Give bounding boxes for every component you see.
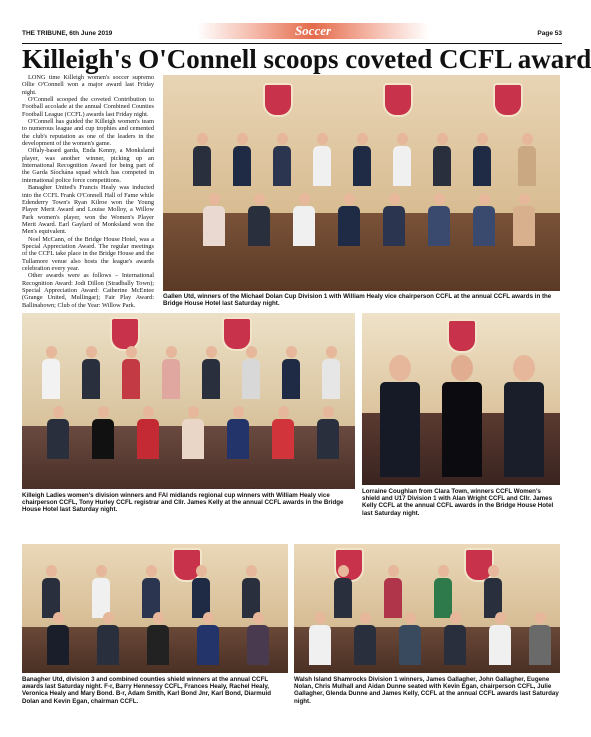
- photo-caption: Banagher Utd, division 3 and combined counties shield winners at the annual CCFL awards last Saturday night. F-r, Barry Hennessy CCFL, Frances Healy, Rachel Healy, Veronica Healy and Mary Bond. B-r, Adam Smith, Karl Bond Jnr, Karl Bond, Diarmuid Dolan and Kevin Egan, chairman CCFL.: [22, 676, 272, 705]
- article-paragraph: Noel McCann, of the Bridge House Hotel, was a Special Appreciation Award. The regular meetings of the CCFL take place in the Bridge House and the Tullamore venue also hosts the league's awards celebration every year.: [22, 235, 154, 272]
- headline: Killeigh's O'Connell scoops coveted CCFL award: [22, 44, 591, 74]
- article-paragraph: O'Connell scooped the coveted Contribution to Football accolade at the annual Combined Counties Football League (CCFL) awards last Friday night.: [22, 96, 154, 118]
- article-paragraph: LONG time Killeigh women's soccer supremo Ollie O'Connell won a major award last Friday night.: [22, 74, 154, 96]
- ccfl-crest-icon: [493, 83, 523, 117]
- publication-date: THE TRIBUNE, 6th June 2019: [22, 30, 113, 37]
- article-paragraph: Offaly-based garda, Enda Kenny, a Monksland player, was another winner, picking up an International Recognition Award for being part of the Garda Síochána squad which has competed in international police force competitions.: [22, 147, 154, 184]
- photo-caption: Killeigh Ladies women's division winners and FAI midlands regional cup winners with William Healy vice chairperson CCFL, Tony Hurley CCFL registrar and Cllr. James Kelly at the annual CCFL awards in the Bridge House Hotel last Saturday night.: [22, 492, 344, 514]
- article-paragraph: Banagher United's Francis Healy was inducted into the CCFL Frank O'Connell Hall of Fame while Edenderry Town's Ryan Kilroe won the Young Player Merit Award and Louise Molloy, a Willow Park women's player, won the Women's Player Merit Award. Earl Gaylard of Monksland won the Men's equivalent.: [22, 184, 154, 236]
- photo-banagher-utd: [22, 544, 288, 673]
- photo-walsh-island: [294, 544, 560, 673]
- page-number: Page 53: [537, 30, 562, 37]
- ccfl-crest-icon: [263, 83, 293, 117]
- masthead: [22, 23, 562, 43]
- photo-caption: Lorraine Coughlan from Clara Town, winners CCFL Women's shield and U17 Division 1 with Alan Wright CCFL and Cllr. James Kelly CCFL at the annual CCFL awards in the Bridge House Hotel last Saturday night.: [362, 488, 554, 517]
- photo-caption: Walsh Island Shamrocks Division 1 winners, James Gallagher, John Gallagher, Eugene Nolan, Chris Mulhall and Aidan Dunne seated with Kevin Egan, chairperson CCFL, Julie Gallagher, Glenda Dunne and James Kelly, CCFL at the annual CCFL awards last Saturday night.: [294, 676, 559, 705]
- photo-clara-town: [362, 313, 560, 485]
- ccfl-crest-icon: [447, 319, 477, 353]
- photo-killeigh-ladies: [22, 313, 355, 489]
- section-label: Soccer: [294, 23, 332, 38]
- article-paragraph: Other awards were as follows – International Recognition Award: Jodi Dillon (Stradbally Town); Special Appreciation Award: Catherine McEntee (Grange United, Mullingar); Fair Play Award: Ballinahown; Club of the Year: Willow Park.: [22, 272, 154, 309]
- photo-gallen-utd: [163, 75, 560, 291]
- section-banner: [197, 23, 429, 39]
- ccfl-crest-icon: [383, 83, 413, 117]
- article-body: [22, 74, 154, 309]
- photo-caption: Gallen Utd, winners of the Michael Dolan Cup Division 1 with William Healy vice chairperson CCFL at the annual CCFL awards in the Bridge House Hotel last Saturday night.: [163, 293, 552, 308]
- article-paragraph: O'Connell has guided the Killeigh women's team to numerous league and cup trophies and cemented the club's reputation as one of the leaders in the development of the women's game.: [22, 118, 154, 148]
